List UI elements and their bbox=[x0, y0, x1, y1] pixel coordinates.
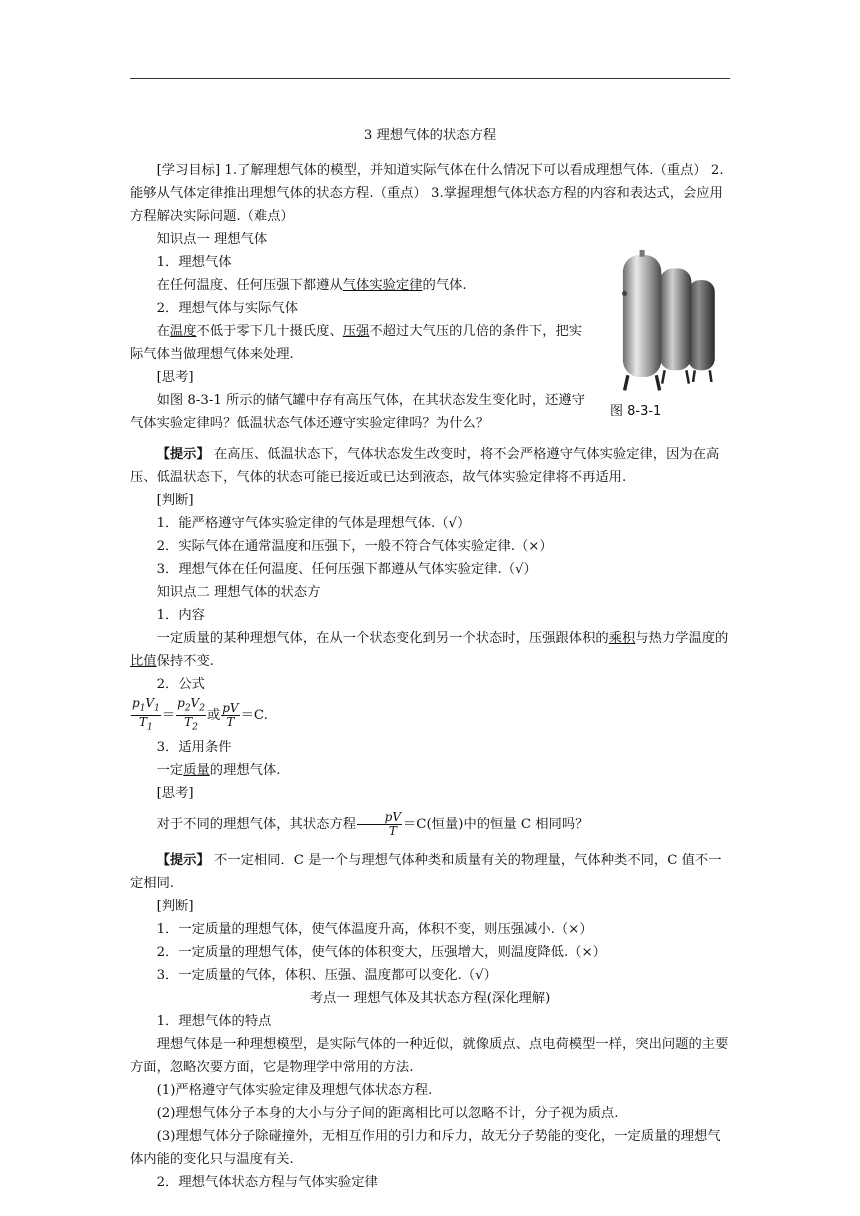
k1-think-label: [思考] bbox=[156, 370, 194, 385]
page-title: 3 理想气体的状态方程 bbox=[363, 128, 497, 143]
k2-judge-label: [判断] bbox=[156, 899, 194, 914]
e1-p1: 理想气体是一种理想模型，是实际气体的一种近似，就像质点、点电荷模型一样，突出问题的主要方面，忽略次要方面，它是物理学中常用的方法. bbox=[130, 1037, 729, 1075]
k1-judge-label: [判断] bbox=[156, 493, 194, 508]
k2-hint: 【提示】 不一定相同．C 是一个与理想气体种类和质量有关的物理量，气体种类不同，C 值不一定相同. bbox=[130, 853, 722, 891]
state-equation-formula: $\frac{p_1V_1}{T_1}$ ＝ $\frac{p_2V_2}{T_2}$ 或 $\frac{pV}{T}$ ＝C. bbox=[132, 695, 268, 733]
k1-s2-title: 2．理想气体与实际气体 bbox=[156, 301, 299, 316]
document-body bbox=[130, 124, 730, 1194]
k2-judge-2: 2．一定质量的理想气体，使气体的体积变大，压强增大，则温度降低.（×） bbox=[156, 945, 606, 960]
e1-item-3: (3)理想气体分子除碰撞外，无相互作用的引力和斥力，故无分子势能的变化，一定质量的理想气体内能的变化只与温度有关. bbox=[130, 1129, 721, 1167]
frac-state-1: $\frac{p_1V_1}{T_1}$ bbox=[132, 695, 160, 733]
k1-s2-text: 在温度不低于零下几十摄氏度、压强不超过大气压的几倍的条件下，把实际气体当做理想气体来处理. bbox=[130, 324, 583, 362]
k1-hint: 【提示】 在高压、低温状态下，气体状态发生改变时，将不会严格遵守气体实验定律，因为在高压、低温状态下，气体的状态可能已接近或已达到液态，故气体实验定律将不再适用. bbox=[130, 447, 720, 485]
figure-caption: 图 8-3-1 bbox=[610, 404, 662, 419]
e1-item-2: (2)理想气体分子本身的大小与分子间的距离相比可以忽略不计，分子视为质点. bbox=[156, 1106, 619, 1121]
k2-content-title: 1．内容 bbox=[156, 608, 205, 623]
e1-heading: 考点一 理想气体及其状态方程(深化理解) bbox=[309, 991, 551, 1006]
k1-judge-1: 1．能严格遵守气体实验定律的气体是理想气体.（√） bbox=[156, 516, 471, 531]
header-rule bbox=[130, 78, 730, 79]
k2-judge-3: 3．一定质量的气体，体积、压强、温度都可以变化.（√） bbox=[156, 968, 497, 983]
k1-judge-3: 3．理想气体在任何温度、任何压强下都遵从气体实验定律.（√） bbox=[156, 562, 537, 577]
k2-think-text: 对于不同的理想气体，其状态方程 $\frac{pV}{T}$ ＝C(恒量)中的恒量 C 相同吗？ bbox=[156, 810, 589, 838]
k2-judge-1: 1．一定质量的理想气体，使气体温度升高，体积不变，则压强减小.（×） bbox=[156, 922, 593, 937]
k1-think-text: 如图 8-3-1 所示的储气罐中存有高压气体，在其状态发生变化时，还遵守气体实验定律吗？低温状态气体还遵守实验定律吗？为什么？ bbox=[130, 393, 586, 431]
k1-s1-text: 在任何温度、任何压强下都遵从气体实验定律的气体. bbox=[156, 278, 467, 293]
e1-t1: 1．理想气体的特点 bbox=[156, 1014, 272, 1029]
e1-t2: 2．理想气体状态方程与气体实验定律 bbox=[156, 1175, 378, 1190]
k2-applicability-title: 3．适用条件 bbox=[156, 740, 232, 755]
k2-heading: 知识点二 理想气体的状态方 bbox=[156, 585, 321, 600]
k2-content-text: 一定质量的某种理想气体，在从一个状态变化到另一个状态时，压强跟体积的乘积与热力学温度的比值保持不变. bbox=[130, 631, 729, 669]
frac-pv-over-t-inline: $\frac{pV}{T}$ bbox=[357, 811, 402, 838]
e1-item-1: (1)严格遵守气体实验定律及理想气体状态方程. bbox=[156, 1083, 433, 1098]
learning-objectives: [学习目标] 1.了解理想气体的模型，并知道实际气体在什么情况下可以看成理想气体.（重点） 2.能够从气体定律推出理想气体的状态方程.（重点） 3.掌握理想气体状态方程的内容和表达式，会应用方程解决实际问题.（难点） bbox=[130, 163, 724, 224]
k2-think-label: [思考] bbox=[156, 786, 194, 801]
frac-pv-over-t: $\frac{pV}{T}$ bbox=[222, 701, 239, 729]
k2-formula-title: 2．公式 bbox=[156, 677, 205, 692]
k1-heading: 知识点一 理想气体 bbox=[156, 232, 268, 247]
k1-judge-2: 2．实际气体在通常温度和压强下，一般不符合气体实验定律.（×） bbox=[156, 539, 553, 554]
k2-applicability-text: 一定质量的理想气体. bbox=[156, 763, 281, 778]
k1-s1-title: 1．理想气体 bbox=[156, 255, 232, 270]
frac-state-2: $\frac{p_2V_2}{T_2}$ bbox=[177, 695, 205, 733]
